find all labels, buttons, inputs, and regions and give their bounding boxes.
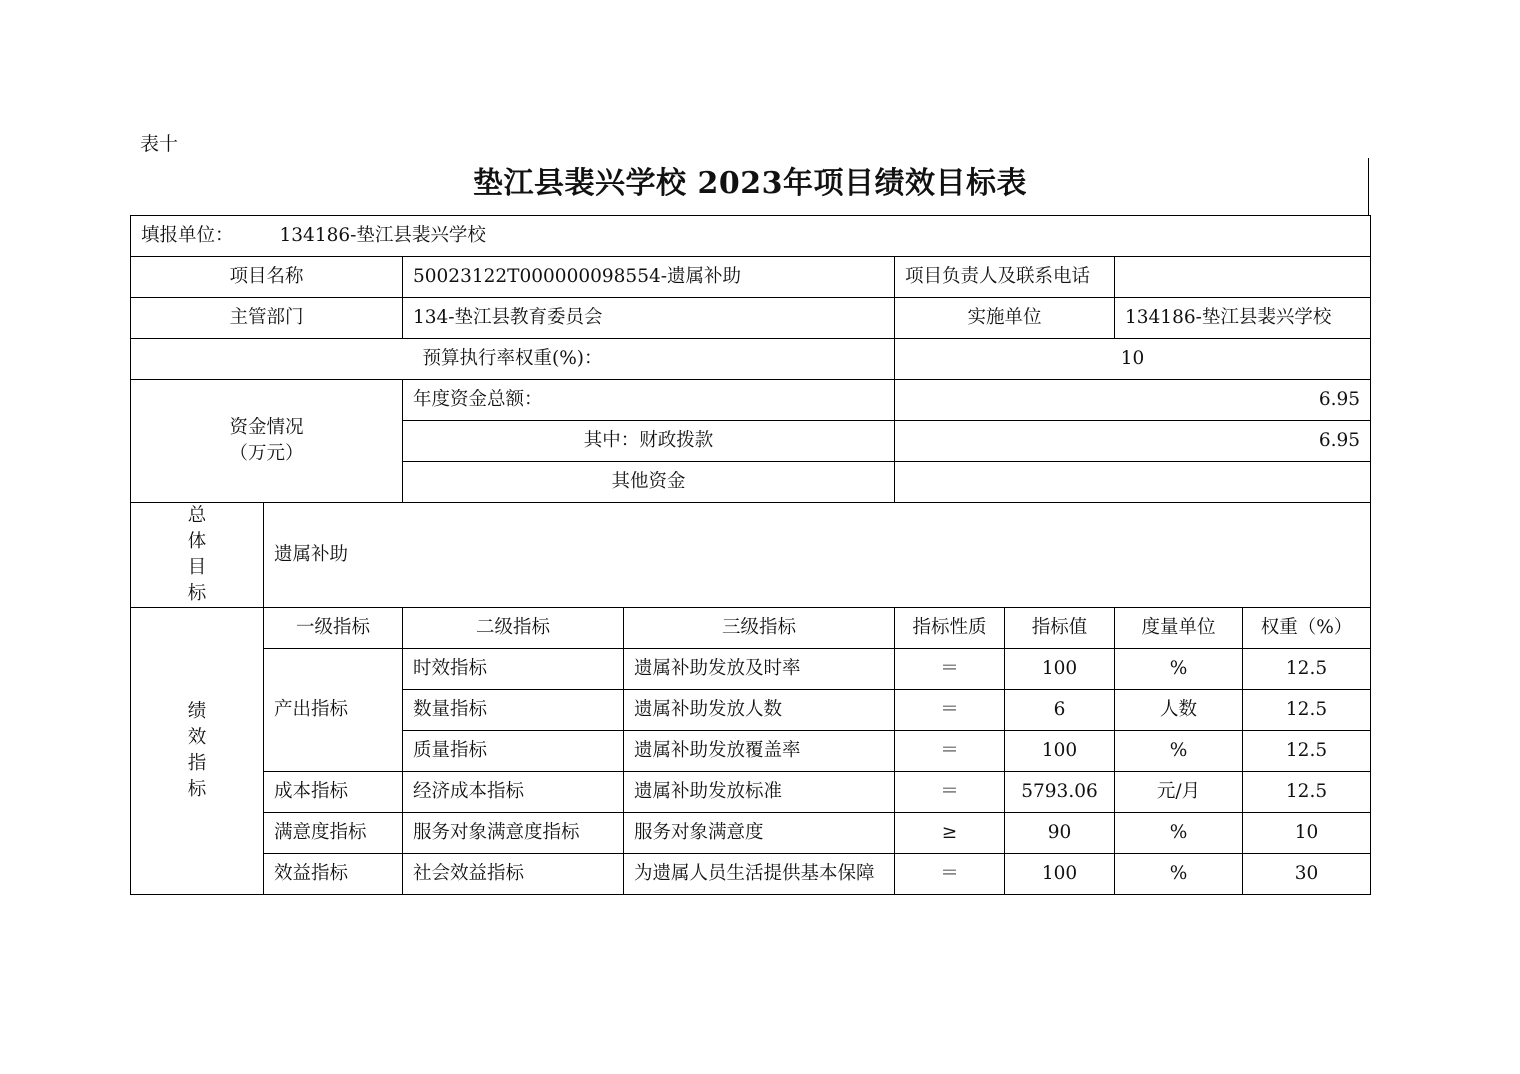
funds-other-value (895, 462, 1371, 503)
header-value: 指标值 (1005, 608, 1115, 649)
unit-cell: 元/月 (1115, 772, 1243, 813)
impl-unit-value: 134186-垫江县裴兴学校 (1115, 298, 1371, 339)
report-unit-label: 填报单位： (141, 225, 234, 246)
level1-cell: 效益指标 (264, 854, 403, 895)
unit-cell: % (1115, 854, 1243, 895)
funds-fiscal-label: 其中：财政拨款 (403, 421, 895, 462)
level2-cell: 经济成本指标 (403, 772, 624, 813)
goal-label-char: 体 (187, 531, 207, 552)
nature-cell: ＝ (895, 649, 1005, 690)
impl-unit-label: 实施单位 (895, 298, 1115, 339)
funds-label (131, 380, 403, 503)
level1-cell: 成本指标 (264, 772, 403, 813)
indicators-label (131, 608, 264, 895)
funds-fiscal-value: 6.95 (895, 421, 1371, 462)
value-cell: 6 (1005, 690, 1115, 731)
goal-label-char: 标 (187, 583, 207, 604)
level3-cell: 遗属补助发放及时率 (624, 649, 895, 690)
weight-cell: 12.5 (1243, 649, 1371, 690)
value-cell: 100 (1005, 854, 1115, 895)
nature-cell: ＝ (895, 772, 1005, 813)
unit-cell: 人数 (1115, 690, 1243, 731)
output-group-label: 产出指标 (264, 649, 403, 772)
goal-row (131, 503, 1371, 608)
level2-cell: 数量指标 (403, 690, 624, 731)
level1-cell: 满意度指标 (264, 813, 403, 854)
report-unit-value: 134186-垫江县裴兴学校 (279, 225, 486, 246)
goal-label-char: 总 (187, 505, 207, 526)
budget-weight-row (131, 339, 1371, 380)
level3-cell: 遗属补助发放人数 (624, 690, 895, 731)
value-cell: 5793.06 (1005, 772, 1115, 813)
unit-cell: % (1115, 813, 1243, 854)
indicators-label-char: 指 (187, 753, 207, 774)
page-title: 垫江县裴兴学校 2023年项目绩效目标表 (473, 166, 1027, 201)
weight-cell: 12.5 (1243, 690, 1371, 731)
table-row (131, 772, 1371, 813)
unit-cell: % (1115, 731, 1243, 772)
level2-cell: 时效指标 (403, 649, 624, 690)
value-cell: 90 (1005, 813, 1115, 854)
unit-cell: % (1115, 649, 1243, 690)
budget-weight-value: 10 (895, 339, 1371, 380)
goal-value: 遗属补助 (264, 503, 1371, 608)
project-name-row (131, 257, 1371, 298)
header-level2: 二级指标 (403, 608, 624, 649)
header-level1: 一级指标 (264, 608, 403, 649)
header-unit: 度量单位 (1115, 608, 1243, 649)
table-number: 表十 (140, 133, 179, 155)
project-owner-value (1115, 257, 1371, 298)
performance-table (130, 215, 1371, 895)
dept-row (131, 298, 1371, 339)
nature-cell: ＝ (895, 731, 1005, 772)
budget-weight-label: 预算执行率权重(%)： (131, 339, 895, 380)
dept-label: 主管部门 (131, 298, 403, 339)
table-row (131, 649, 1371, 690)
indicators-label-char: 绩 (187, 701, 207, 722)
level3-cell: 为遗属人员生活提供基本保障 (624, 854, 895, 895)
indicators-label-char: 标 (187, 779, 207, 800)
weight-cell: 10 (1243, 813, 1371, 854)
project-owner-label: 项目负责人及联系电话 (895, 257, 1115, 298)
nature-cell: ＝ (895, 690, 1005, 731)
funds-other-label: 其他资金 (403, 462, 895, 503)
goal-label (131, 503, 264, 608)
indicator-header-row (131, 608, 1371, 649)
level3-cell: 遗属补助发放覆盖率 (624, 731, 895, 772)
table-row (131, 813, 1371, 854)
level3-cell: 服务对象满意度 (624, 813, 895, 854)
header-weight: 权重（%） (1243, 608, 1371, 649)
weight-cell: 30 (1243, 854, 1371, 895)
level3-cell: 遗属补助发放标准 (624, 772, 895, 813)
funds-total-row (131, 380, 1371, 421)
level2-cell: 社会效益指标 (403, 854, 624, 895)
goal-label-char: 目 (187, 557, 207, 578)
report-unit-row (131, 216, 1371, 257)
weight-cell: 12.5 (1243, 731, 1371, 772)
nature-cell: ＝ (895, 854, 1005, 895)
table-row (131, 854, 1371, 895)
funds-total-value: 6.95 (895, 380, 1371, 421)
level2-cell: 服务对象满意度指标 (403, 813, 624, 854)
funds-total-label: 年度资金总额： (403, 380, 895, 421)
report-unit-cell (131, 216, 1371, 257)
value-cell: 100 (1005, 649, 1115, 690)
weight-cell: 12.5 (1243, 772, 1371, 813)
value-cell: 100 (1005, 731, 1115, 772)
dept-value: 134-垫江县教育委员会 (403, 298, 895, 339)
header-nature: 指标性质 (895, 608, 1005, 649)
project-name-label: 项目名称 (131, 257, 403, 298)
project-name-value: 50023122T000000098554-遗属补助 (403, 257, 895, 298)
header-level3: 三级指标 (624, 608, 895, 649)
funds-label-line1: 资金情况 (229, 417, 304, 438)
nature-cell: ≥ (895, 813, 1005, 854)
indicators-label-char: 效 (187, 727, 207, 748)
funds-label-line2: （万元） (229, 443, 304, 464)
level2-cell: 质量指标 (403, 731, 624, 772)
